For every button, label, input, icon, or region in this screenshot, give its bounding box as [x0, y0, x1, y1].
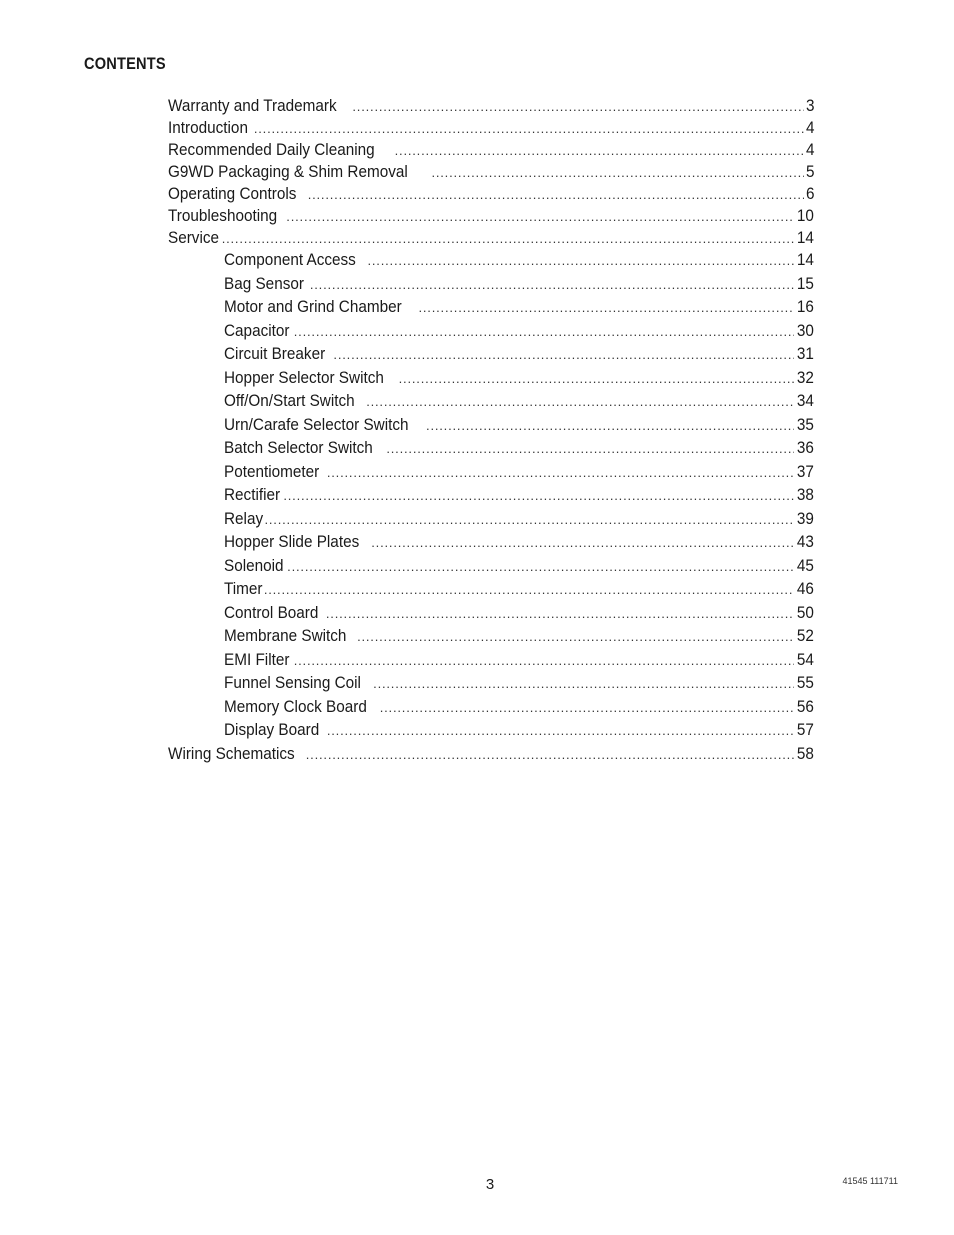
toc-entry-label: Service	[168, 228, 220, 247]
document-code: 41545 111711	[842, 1176, 898, 1186]
toc-entry-page: 6	[805, 184, 814, 203]
toc-entry[interactable]	[168, 320, 814, 344]
toc-entry-label: Urn/Carafe Selector Switch	[224, 414, 409, 434]
toc-leader-dots	[367, 250, 794, 273]
toc-entry-page: 4	[805, 140, 814, 159]
toc-entry-page: 38	[796, 485, 814, 504]
toc-leader-dots	[308, 184, 804, 205]
toc-leader-dots	[371, 532, 794, 555]
toc-leader-dots	[306, 744, 794, 765]
toc-entry-page: 10	[796, 206, 814, 225]
toc-entry-label: Bag Sensor	[224, 273, 304, 293]
toc-entry-label: Timer	[224, 579, 263, 598]
toc-entry[interactable]	[168, 743, 814, 765]
toc-entry-page: 45	[796, 555, 814, 575]
toc-leader-dots	[294, 650, 794, 673]
toc-entry-page: 16	[796, 297, 814, 316]
toc-leader-dots	[264, 579, 794, 602]
toc-entry-label: Introduction	[168, 118, 248, 137]
toc-entry-label: Solenoid	[224, 555, 284, 575]
toc-entry-page: 50	[796, 602, 814, 622]
toc-leader-dots	[326, 603, 794, 626]
toc-leader-dots	[264, 509, 794, 532]
toc-entry-label: Troubleshooting	[168, 206, 278, 225]
toc-entry-page: 39	[796, 508, 814, 528]
toc-entry[interactable]	[168, 555, 814, 579]
toc-entry-label: Capacitor	[224, 320, 290, 340]
toc-entry-label: Relay	[224, 508, 264, 528]
toc-leader-dots	[352, 96, 803, 117]
toc-leader-dots	[357, 626, 794, 649]
toc-entry[interactable]	[168, 227, 814, 249]
toc-entry-page: 14	[796, 250, 814, 269]
toc-entry[interactable]	[168, 578, 814, 602]
toc-entry-page: 43	[796, 532, 814, 551]
toc-entry-label: Operating Controls	[168, 184, 297, 203]
toc-entry[interactable]	[168, 296, 814, 320]
toc-entry[interactable]	[168, 273, 814, 297]
toc-entry[interactable]	[168, 602, 814, 626]
toc-entry[interactable]	[168, 625, 814, 649]
toc-entry-page: 35	[796, 414, 814, 434]
toc-entry-page: 3	[805, 96, 814, 115]
toc-entry-label: Batch Selector Switch	[224, 438, 373, 457]
toc-entry-page: 57	[796, 720, 814, 739]
toc-entry-page: 37	[796, 461, 814, 481]
toc-leader-dots	[283, 485, 794, 508]
toc-entry[interactable]	[168, 390, 814, 414]
toc-leader-dots	[287, 556, 794, 579]
toc-entry-label: Off/On/Start Switch	[224, 391, 355, 410]
toc-entry-page: 55	[796, 673, 814, 692]
toc-entry-label: Funnel Sensing Coil	[224, 673, 361, 692]
toc-entry[interactable]	[168, 508, 814, 532]
toc-entry-label: Control Board	[224, 602, 319, 622]
toc-leader-dots	[418, 297, 794, 320]
toc-entry-label: Warranty and Trademark	[168, 96, 337, 115]
toc-entry-page: 30	[796, 320, 814, 340]
toc-leader-dots	[327, 462, 794, 485]
toc-leader-dots	[327, 720, 794, 743]
toc-entry[interactable]	[168, 367, 814, 391]
toc-entry-page: 36	[796, 438, 814, 457]
toc-leader-dots	[386, 438, 794, 461]
toc-leader-dots	[431, 162, 803, 183]
toc-entry-page: 46	[796, 579, 814, 598]
toc-leader-dots	[294, 321, 794, 344]
toc-entry-page: 14	[796, 228, 814, 247]
toc-entry-page: 15	[796, 273, 814, 293]
toc-entry-label: Potentiometer	[224, 461, 320, 481]
toc-entry[interactable]	[168, 719, 814, 743]
toc-entry[interactable]	[168, 161, 814, 183]
toc-leader-dots	[399, 368, 794, 391]
toc-leader-dots	[395, 140, 804, 161]
toc-entry-label: Membrane Switch	[224, 626, 347, 645]
toc-entry[interactable]	[168, 672, 814, 696]
toc-leader-dots	[310, 274, 794, 297]
toc-entry-label: Motor and Grind Chamber	[224, 297, 402, 316]
toc-entry-page: 32	[796, 367, 814, 387]
toc-leader-dots	[426, 415, 794, 438]
toc-entry-label: EMI Filter	[224, 649, 290, 669]
page-number: 3	[485, 1176, 495, 1193]
toc-leader-dots	[254, 118, 804, 139]
toc-leader-dots	[286, 206, 794, 227]
toc-entry-label: Hopper Selector Switch	[224, 367, 384, 387]
toc-entry-label: Memory Clock Board	[224, 696, 367, 716]
toc-entry-label: Component Access	[224, 250, 356, 269]
toc-entry[interactable]	[168, 531, 814, 555]
toc-entry-label: G9WD Packaging & Shim Removal	[168, 162, 408, 181]
toc-entry-page: 34	[796, 391, 814, 410]
table-of-contents	[168, 95, 814, 765]
toc-entry-page: 56	[796, 696, 814, 716]
toc-entry-page: 52	[796, 626, 814, 645]
toc-entry-page: 5	[805, 162, 814, 181]
toc-entry[interactable]	[168, 343, 814, 367]
toc-entry[interactable]	[168, 649, 814, 673]
toc-entry-label: Recommended Daily Cleaning	[168, 140, 375, 159]
toc-entry[interactable]	[168, 414, 814, 438]
toc-entry[interactable]	[168, 139, 814, 161]
toc-leader-dots	[373, 673, 794, 696]
toc-entry-label: Display Board	[224, 720, 320, 739]
toc-entry[interactable]	[168, 183, 814, 205]
toc-entry-page: 4	[805, 118, 814, 137]
toc-entry-label: Circuit Breaker	[224, 344, 326, 363]
toc-entry[interactable]	[168, 484, 814, 508]
toc-leader-dots	[380, 697, 794, 720]
toc-entry-page: 58	[796, 743, 814, 763]
toc-entry[interactable]	[168, 696, 814, 720]
toc-entry[interactable]	[168, 249, 814, 273]
toc-entry-label: Wiring Schematics	[168, 743, 295, 763]
toc-entry[interactable]	[168, 117, 814, 139]
contents-heading: CONTENTS	[84, 54, 166, 73]
toc-entry[interactable]	[168, 437, 814, 461]
toc-entry-page: 54	[796, 649, 814, 669]
toc-entry[interactable]	[168, 205, 814, 227]
toc-leader-dots	[366, 391, 794, 414]
toc-leader-dots	[222, 228, 794, 249]
toc-entry-page: 31	[796, 344, 814, 363]
toc-leader-dots	[333, 344, 794, 367]
toc-entry[interactable]	[168, 95, 814, 117]
toc-entry-label: Hopper Slide Plates	[224, 532, 360, 551]
toc-entry-label: Rectifier	[224, 485, 281, 504]
toc-entry[interactable]	[168, 461, 814, 485]
